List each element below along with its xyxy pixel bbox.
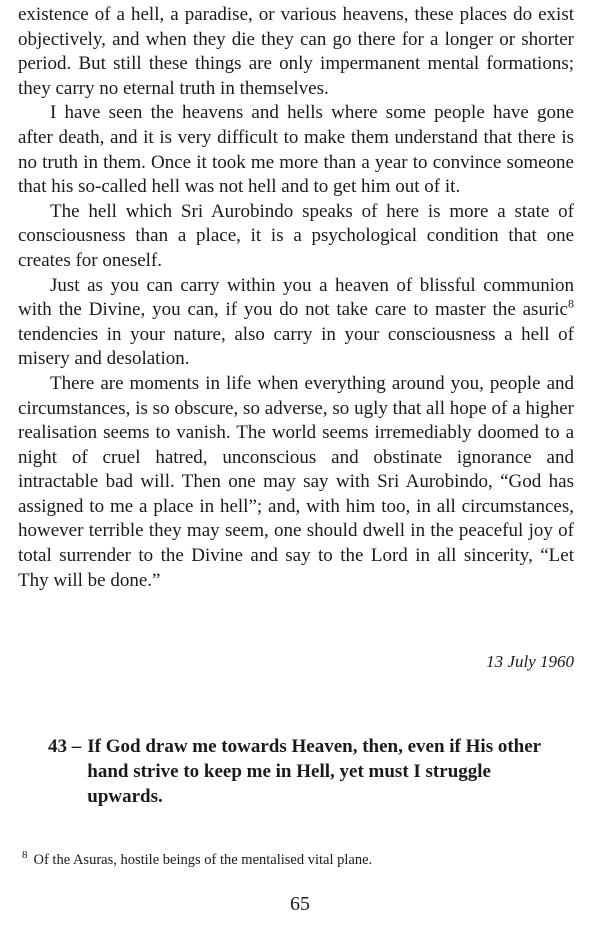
page-number: 65 xyxy=(290,893,310,915)
paragraph-5 xyxy=(18,372,574,593)
paragraph-2 xyxy=(18,101,574,199)
commentary-date: 13 July 1960 xyxy=(486,652,574,671)
paragraph-text: The hell which Sri Aurobindo speaks of here is more a state of consciousness than a place, it is a psychological condition that one creates for oneself. xyxy=(18,200,574,271)
paragraph-3 xyxy=(18,200,574,274)
paragraph-text: There are moments in life when everything around you, people and circumstances, is so obscure, so adverse, so ugly that all hope of a higher realisation seems to vanish. The world seems irremediably doomed to a night of cruel hatred, unconscious and obstinate ignorance and intractable bad will. Then one may say with Sri Aurobindo, “God has assigned to me a place in hell”; and, with him too, in all circumstances, however terrible they may seem, one should dwell in the peaceful joy of total surrender to the Divine and say to the Lord in all sincerity, “Let Thy will be done.” xyxy=(18,372,574,591)
aphorism-text: If God draw me towards Heaven, then, even if His other hand strive to keep me in Hell, yet must I struggle upwards. xyxy=(87,736,541,807)
aphorism-number: 43 – xyxy=(48,736,82,757)
paragraph-text: tendencies in your nature, also carry in your consciousness a hell of misery and desolation. xyxy=(18,323,574,370)
aphorism xyxy=(48,734,568,809)
paragraph-text: I have seen the heavens and hells where some people have gone after death, and it is very difficult to make them understand that there is no truth in them. Once it took me more than a year to convince someone that his so-called hell was not hell and to get him out of it. xyxy=(18,102,574,198)
paragraph-4 xyxy=(18,274,574,372)
footnote-text: Of the Asuras, hostile beings of the mentalised vital plane. xyxy=(33,852,373,868)
commentary-text xyxy=(18,3,574,593)
footnote xyxy=(22,851,582,869)
footnote-reference: 8 xyxy=(568,296,574,311)
paragraph-text: existence of a hell, a paradise, or various heavens, these places do exist objectively, and when they die they can go there for a longer or shorter period. But still these things are only impermanent mental formations; they carry no eternal truth in themselves. xyxy=(18,4,574,99)
paragraph-text: Just as you can carry within you a heaven of blissful communion with the Divine, you can, if you do not take care to master the asuric xyxy=(18,274,574,321)
paragraph-1 xyxy=(18,3,574,101)
footnote-mark: 8 xyxy=(22,849,28,862)
